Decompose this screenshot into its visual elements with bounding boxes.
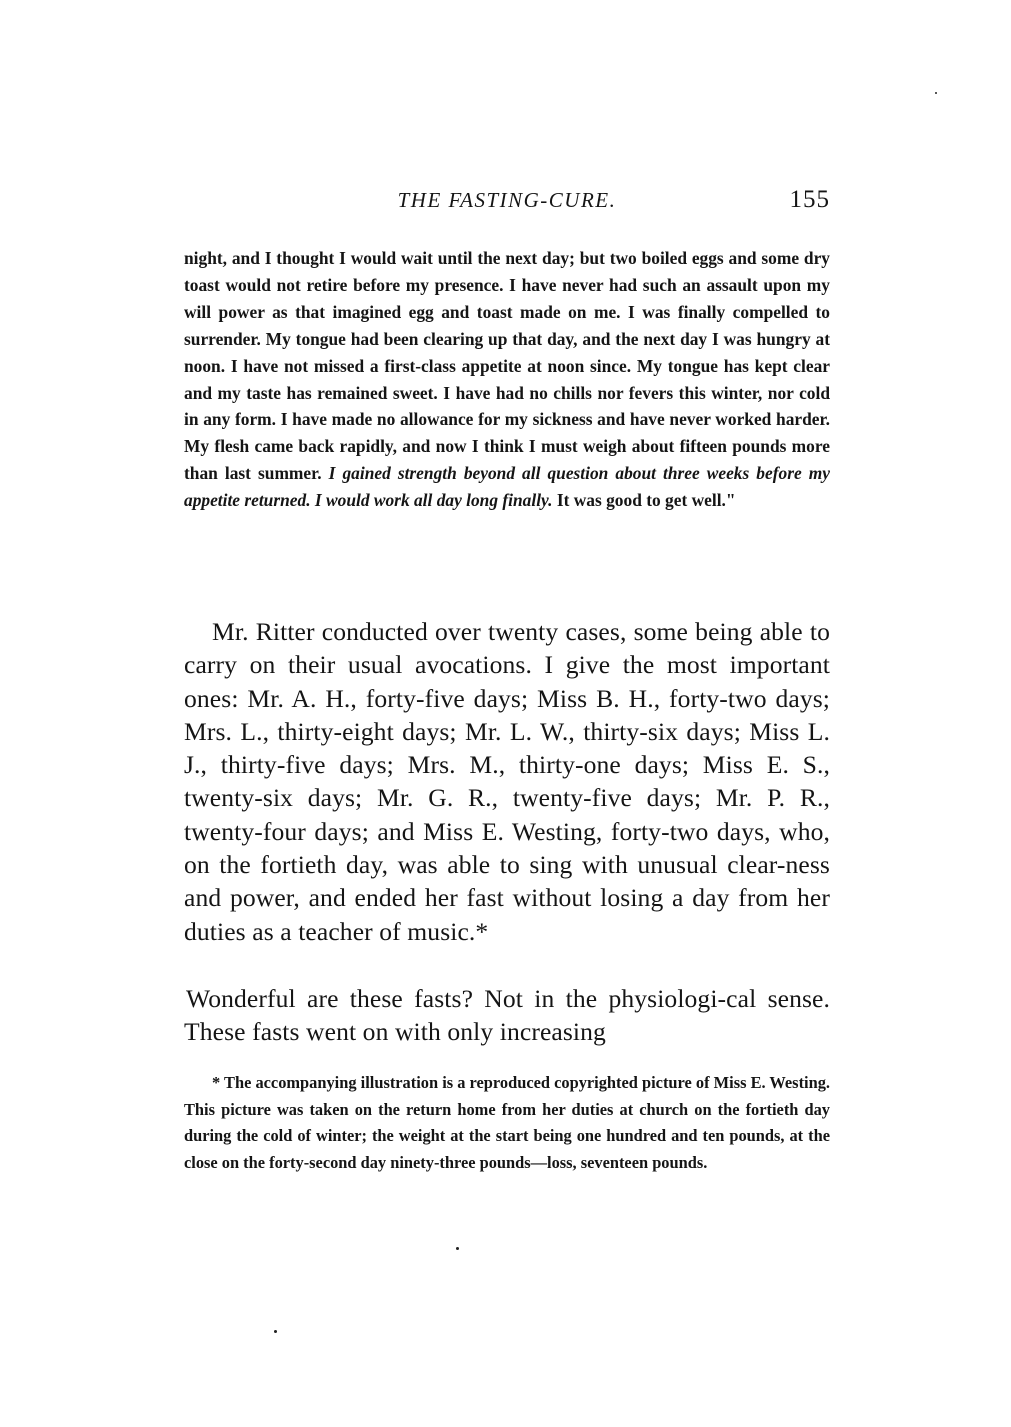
footnote: * The accompanying illustration is a reproduced copyrighted picture of Miss E. Westing. This picture was taken on the return home from her duties at church on the fortieth day during the cold of winter; the weight at the start being one hundred and ten pounds, at the close on the forty-second day ninety-three pounds—loss, seventeen pounds. xyxy=(184,1073,830,1172)
scan-speck xyxy=(456,1247,459,1250)
quote-italic-work: I would work all day long finally. xyxy=(314,490,553,511)
page-number: 155 xyxy=(789,186,830,213)
quote-text: night, and I thought I would wait until the next day; but two boiled eggs and some dry toast would not retire before my presence. I have never had such an assault upon my will power as that imagined egg and toast made on me. I was finally compelled to surrender. My tongue had been clearing up that day, and the next day I was hungry at noon. I have not missed a first-class appetite at noon since. My tongue has kept clear and my taste has remained sweet. I have had no chills nor fevers this winter, nor cold in any form. I have made no allowance for my sickness and have never worked harder. My flesh came back rapidly, and now I think I must weigh about fifteen pounds more than last summer. xyxy=(184,248,830,484)
quoted-letter-paragraph xyxy=(184,245,830,514)
running-title: THE FASTING-CURE. xyxy=(397,188,617,212)
quote-closing: It was good to get well." xyxy=(556,490,736,511)
body-paragraph-ritter-cases: Mr. Ritter conducted over twenty cases, some being able to carry on their usual avocations. I give the most important ones: Mr. A. H., forty-five days; Miss B. H., forty-two days; Mrs. L., thirty-eight days; Mr. L. W., thirty-six days; Miss L. J., thirty-five days; Mrs. M., thirty-one days; Miss E. S., twenty-six days; Mr. G. R., twenty-five days; Mr. P. R., twenty-four days; and Miss E. Westing, forty-two days, who, on the fortieth day, was able to sing with unusual clear-ness and power, and ended her fast without losing a day from her duties as a teacher of music.* xyxy=(184,617,830,946)
scan-speck xyxy=(274,1330,277,1333)
quote-italic-strength: I gained strength beyond all question about three weeks before my appetite returned. xyxy=(184,463,830,511)
body-paragraph-wonderful-fasts: Wonderful are these fasts? Not in the physiologi-cal sense. These fasts went on with only increasing xyxy=(184,984,830,1047)
page-header xyxy=(184,186,830,218)
scan-speck xyxy=(935,92,937,94)
